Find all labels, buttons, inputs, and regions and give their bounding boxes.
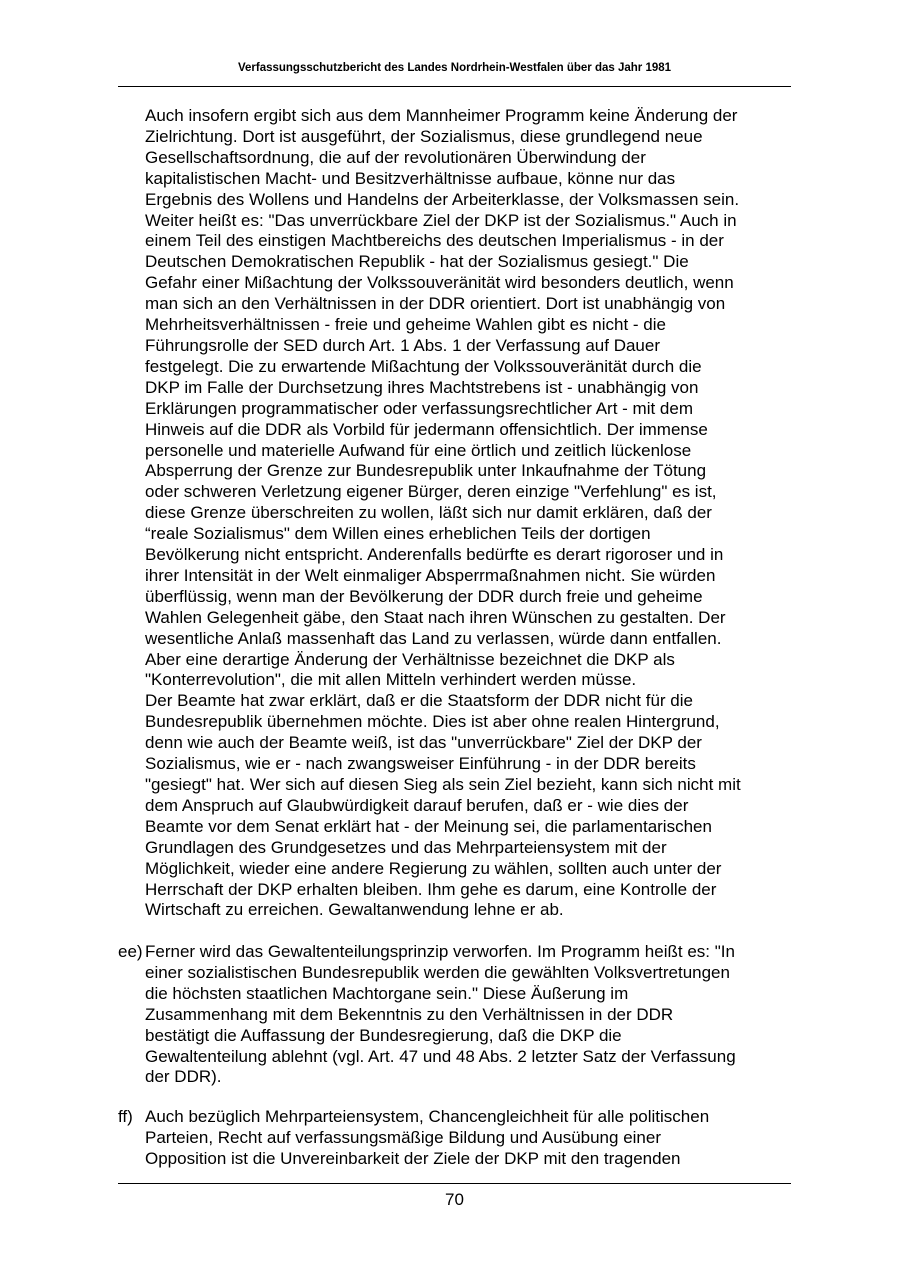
text-line: Bundesrepublik übernehmen möchte. Dies ist aber ohne realen Hintergrund, <box>145 712 720 732</box>
text-line: einem Teil des einstigen Machtbereichs des deutschen Imperialismus - in der <box>145 231 724 251</box>
text-line: Auch bezüglich Mehrparteiensystem, Chancengleichheit für alle politischen <box>145 1107 710 1126</box>
text-line: Opposition ist die Unvereinbarkeit der Ziele der DKP mit den tragenden <box>145 1148 681 1168</box>
text-line: Auch insofern ergibt sich aus dem Mannheimer Programm keine Änderung der <box>145 106 738 125</box>
text-line: oder schweren Verletzung eigener Bürger, deren einzige "Verfehlung" es ist, <box>145 482 717 502</box>
text-line: man sich an den Verhältnissen in der DDR orientiert. Dort ist unabhängig von <box>145 294 726 314</box>
text-line: Aber eine derartige Änderung der Verhältnisse bezeichnet die DKP als <box>145 649 675 669</box>
text-line: DKP im Falle der Durchsetzung ihres Machtstrebens ist - unabhängig von <box>145 377 699 397</box>
text-line: Wirtschaft zu erreichen. Gewaltanwendung lehne er ab. <box>145 900 564 920</box>
text-line: Gewaltenteilung ablehnt (vgl. Art. 47 und 48 Abs. 2 letzter Satz der Verfassung <box>145 1046 736 1066</box>
page-header: Verfassungsschutzbericht des Landes Nordrhein-Westfalen über das Jahr 1981 <box>237 62 672 74</box>
text-line: "gesiegt" hat. Wer sich auf diesen Sieg als sein Ziel bezieht, kann sich nicht mit <box>145 775 741 794</box>
text-line: Gesellschaftsordnung, die auf der revolutionären Überwindung der <box>145 147 646 167</box>
list-item-text <box>145 1107 709 1170</box>
text-line: Herrschaft der DKP erhalten bleiben. Ihm gehe es darum, eine Kontrolle der <box>145 879 717 899</box>
list-item-marker: ff) <box>118 1107 133 1126</box>
text-line: Zusammenhang mit dem Bekenntnis zu den Verhältnissen in der DDR <box>145 1004 674 1024</box>
page-number: 70 <box>445 1190 464 1209</box>
text-line: kapitalistischen Macht- und Besitzverhältnisse aufbaue, könne nur das <box>145 168 676 188</box>
text-line: Mehrheitsverhältnissen - freie und geheime Wahlen gibt es nicht - die <box>145 315 666 335</box>
footer-rule <box>118 1183 791 1184</box>
text-line: Der Beamte hat zwar erklärt, daß er die Staatsform der DDR nicht für die <box>145 691 693 711</box>
text-line: die höchsten staatlichen Machtorgane sein." Diese Äußerung im <box>145 983 629 1003</box>
text-line: der DDR). <box>145 1067 222 1087</box>
text-line: einer sozialistischen Bundesrepublik werden die gewählten Volksvertretungen <box>145 962 730 982</box>
text-line: Grundlagen des Grundgesetzes und das Mehrparteiensystem mit der <box>145 837 667 857</box>
text-line: festgelegt. Die zu erwartende Mißachtung der Volkssouveränität durch die <box>145 356 702 376</box>
list-item-marker: ee) <box>118 942 143 961</box>
text-line: Sozialismus, wie er - nach zwangsweiser Einführung - in der DDR bereits <box>145 754 696 774</box>
text-line: überflüssig, wenn man der Bevölkerung der DDR durch freie und geheime <box>145 586 703 606</box>
text-line: dem Anspruch auf Glaubwürdigkeit darauf berufen, daß er - wie dies der <box>145 795 689 815</box>
text-line: Ferner wird das Gewaltenteilungsprinzip verworfen. Im Programm heißt es: "In <box>145 942 735 961</box>
text-line: ihrer Intensität in der Welt einmaliger Absperrmaßnahmen nicht. Sie würden <box>145 565 716 585</box>
text-line: bestätigt die Auffassung der Bundesregierung, daß die DKP die <box>145 1025 622 1045</box>
text-line: denn wie auch der Beamte weiß, ist das "unverrückbare" Ziel der DKP der <box>145 733 702 753</box>
text-line: Gefahr einer Mißachtung der Volkssouveränität wird besonders deutlich, wenn <box>145 273 734 293</box>
text-line: Erklärungen programmatischer oder verfassungsrechtlicher Art - mit dem <box>145 398 693 418</box>
text-line: Beamte vor dem Senat erklärt hat - der Meinung sei, die parlamentarischen <box>145 816 712 836</box>
list-item-text <box>145 942 736 1088</box>
text-line: "Konterrevolution", die mit allen Mitteln verhindert werden müsse. <box>145 670 637 690</box>
text-line: Führungsrolle der SED durch Art. 1 Abs. 1 der Verfassung auf Dauer <box>145 335 661 355</box>
text-line: Hinweis auf die DDR als Vorbild für jedermann offensichtlich. Der immense <box>145 419 708 439</box>
text-line: diese Grenze überschreiten zu wollen, läßt sich nur damit erklären, daß der <box>145 503 712 523</box>
text-line: Weiter heißt es: "Das unverrückbare Ziel der DKP ist der Sozialismus." Auch in <box>145 210 737 230</box>
text-line: Ergebnis des Wollens und Handelns der Arbeiterklasse, der Volksmassen sein. <box>145 189 740 209</box>
text-line: Absperrung der Grenze zur Bundesrepublik unter Inkaufnahme der Tötung <box>145 461 707 481</box>
text-line: Deutschen Demokratischen Republik - hat der Sozialismus gesiegt." Die <box>145 252 689 272</box>
text-line: “reale Sozialismus" dem Willen eines erheblichen Teils der dortigen <box>145 524 651 544</box>
text-line: Möglichkeit, wieder eine andere Regierung zu wählen, sollten auch unter der <box>145 858 722 878</box>
text-line: Bevölkerung nicht entspricht. Anderenfalls bedürfte es derart rigoroser und in <box>145 545 724 565</box>
text-line: personelle und materielle Aufwand für eine örtlich und zeitlich lückenlose <box>145 440 692 460</box>
text-line: wesentliche Anlaß massenhaft das Land zu verlassen, würde dann entfallen. <box>145 628 722 648</box>
main-paragraph <box>145 106 795 921</box>
text-line: Zielrichtung. Dort ist ausgeführt, der Sozialismus, diese grundlegend neue <box>145 126 703 146</box>
text-line: Wahlen Gelegenheit gäbe, den Staat nach ihren Wünschen zu gestalten. Der <box>145 607 726 627</box>
text-line: Parteien, Recht auf verfassungsmäßige Bildung und Ausübung einer <box>145 1127 661 1147</box>
header-rule <box>118 86 791 87</box>
